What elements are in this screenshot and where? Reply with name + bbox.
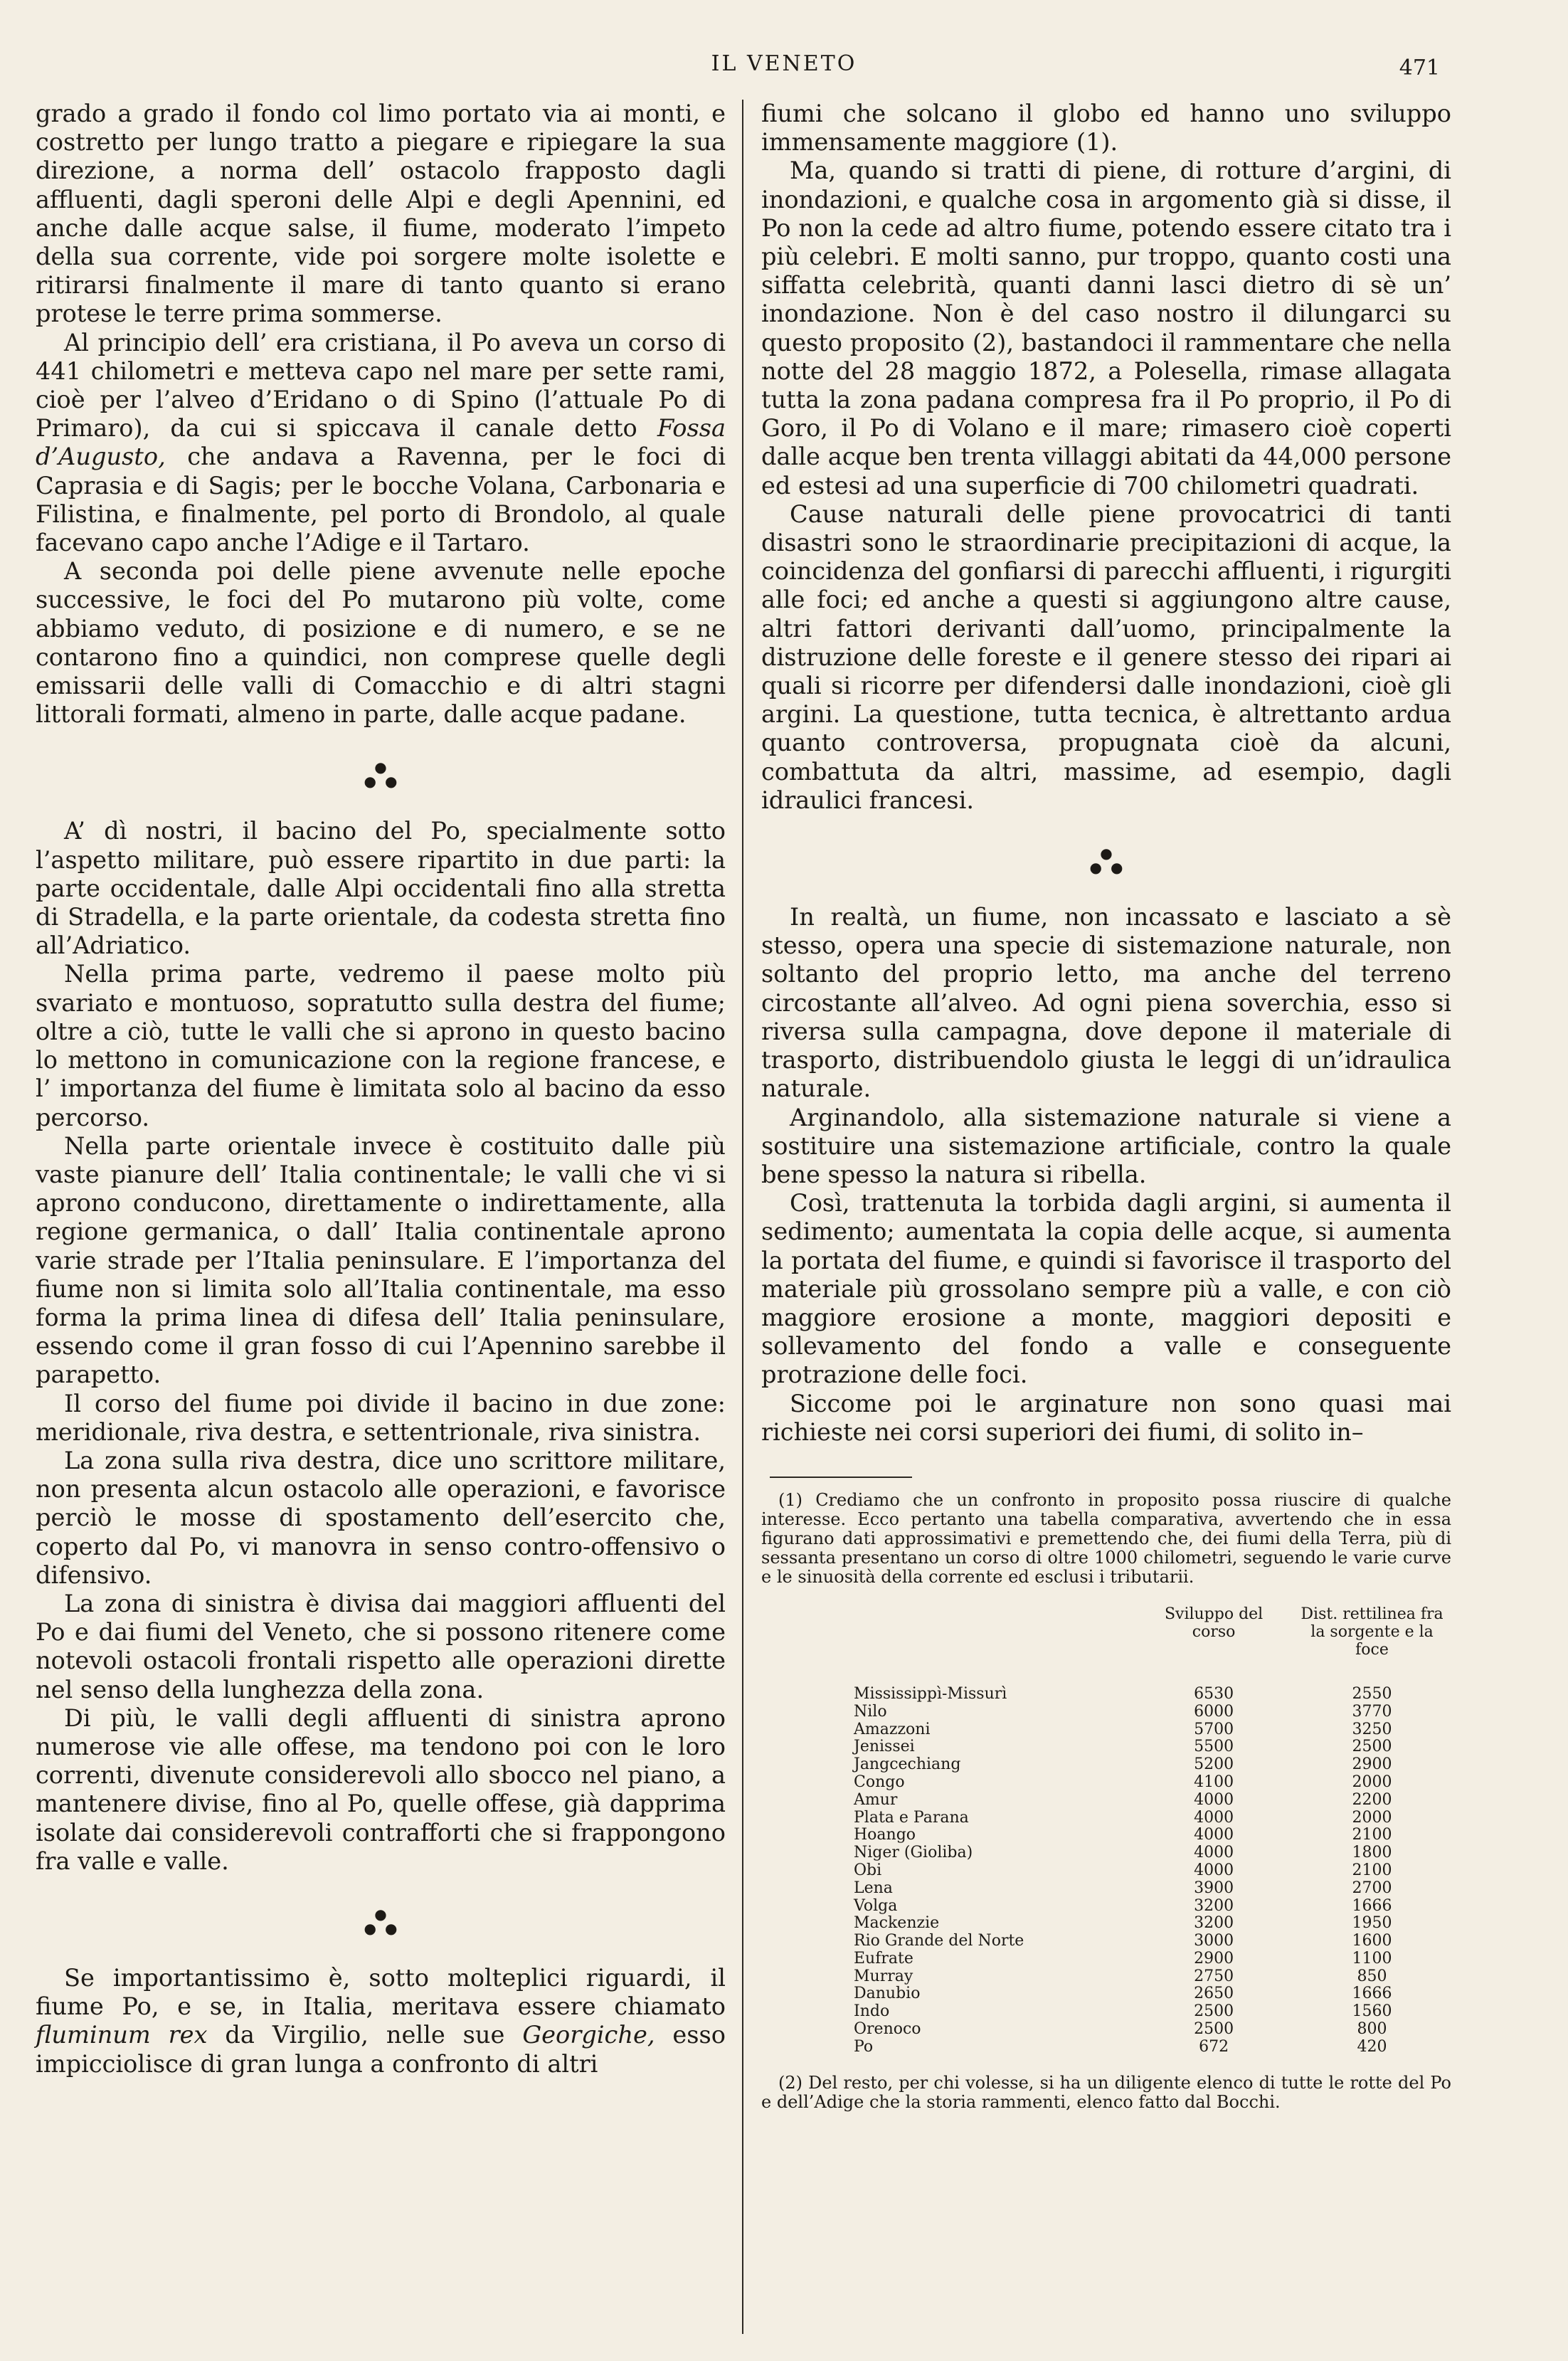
paragraph: Siccome poi le arginature non sono quasi mai richieste nei corsi superiori dei fiumi, di solito in– — [761, 1389, 1451, 1446]
table-row — [761, 1774, 1444, 1792]
river-length: 3200 — [1194, 1896, 1234, 1915]
paragraph: Nella prima parte, vedremo il paese molto più svariato e montuoso, sopratutto sulla destra del fiume; oltre a ciò, tutte le valli che si aprono in questo bacino lo mettono in comunicazione con la regione francese, e l’ importanza del fiume è limitata solo al bacino da esso percorso. — [36, 960, 726, 1131]
river-name: Volga — [854, 1896, 898, 1915]
paragraph: Ma, quando si tratti di piene, di rotture d’argini, di inondazioni, e qualche cosa in argomento già si disse, il Po non la cede ad altro fiume, potendo essere citato tra i più celebri. E molti sanno, pur troppo, quanto costi una siffatta celebrità, quanti danni lasci dietro di sè un’ inondazione. Non è del caso nostro il dilungarci su questo proposito (2), bastandoci il rammentare che nella notte del 28 maggio 1872, a Polesella, rimase allagata tutta la zona padana compresa fra il Po proprio, il Po di Goro, il Po di Volano e il mare; rimasero cioè coperti dalle acque ben trenta villaggi abitati da 44,000 persone ed estesi ad una superficie di 700 chilometri quadrati. — [761, 157, 1451, 500]
paragraph: Così, trattenuta la torbida dagli argini, si aumenta il sedimento; aumentata la copia delle acque, si aumenta la portata del fiume, e quindi si favorisce il trasporto del materiale più grossolano sempre più a valle, e con ciò maggiore erosione a monte, maggiori depositi e sollevamento del fondo a valle e conseguente protrazione delle foci. — [761, 1189, 1451, 1389]
paragraph: Cause naturali delle piene provocatrici di tanti disastri sono le straordinarie precipitazioni di acque, la coincidenza del gonfiarsi di parecchi affluenti, i rigurgiti alle foci; ed anche a questi si aggiungono altre cause, altri fattori derivanti dall’uomo, principalmente la distruzione delle foreste e il genere stesso dei ripari ai quali si ricorre per difendersi dalle inondazioni, cioè gli argini. La questione, tutta tecnica, è altrettanto ardua quanto controversa, propugnata cioè da alcuni, combattuta da altri, massime, ad esempio, dagli idraulici francesi. — [761, 500, 1451, 814]
footnote-rule — [770, 1477, 912, 1478]
paragraph: La zona sulla riva destra, dice uno scrittore militare, non presenta alcun ostacolo alle operazioni, e favorisce perciò le mosse di spostamento dell’esercito che, coperto dal Po, vi manovra in senso contro-offensivo o difensivo. — [36, 1446, 726, 1589]
river-distance: 1600 — [1352, 1932, 1392, 1950]
table-row — [761, 1950, 1444, 1968]
river-distance: 800 — [1357, 2020, 1387, 2039]
river-length: 6530 — [1194, 1684, 1234, 1703]
river-length: 5200 — [1194, 1755, 1234, 1774]
table-row — [761, 1827, 1444, 1844]
table-row — [761, 1933, 1444, 1950]
river-name: Congo — [854, 1773, 905, 1791]
paragraph: grado a grado il fondo col limo portato via ai monti, e costretto per lungo tratto a piegare e ripiegare la sua direzione, a norma dell’ ostacolo frapposto dagli affluenti, dagli speroni delle Alpi e degli Apennini, ed anche dalle acque salse, il fiume, moderato l’impeto della sua corrente, vide poi sorgere molte isolette e ritirarsi finalmente il mare di tanto quanto si erano protese le terre prima sommerse. — [36, 100, 726, 328]
table-row — [761, 1985, 1444, 2003]
paragraph: A seconda poi delle piene avvenute nelle epoche successive, le foci del Po mutarono più volte, come abbiamo veduto, di posizione e di numero, e se ne contarono fino a quindici, non comprese quelle degli emissarii delle valli di Comacchio e di altri stagni littorali formati, almeno in parte, dalle acque padane. — [36, 557, 726, 729]
river-distance: 1560 — [1352, 2002, 1392, 2021]
column-divider — [742, 100, 743, 2334]
river-distance: 2900 — [1352, 1755, 1392, 1774]
river-name: Hoango — [854, 1826, 916, 1844]
river-name: Orenoco — [854, 2020, 921, 2039]
table-row — [761, 1915, 1444, 1933]
rivers-table — [761, 1605, 1444, 2056]
river-name: Mackenzie — [854, 1914, 940, 1933]
paragraph: A’ dì nostri, il bacino del Po, specialmente sotto l’aspetto militare, può essere ripartito in due parti: la parte occidentale, dalle Alpi occidentali fino alla stretta di Stradella, e la parte orientale, da codesta stretta fino all’Adriatico. — [36, 817, 726, 960]
paragraph: Se importantissimo è, sotto molteplici riguardi, il fiume Po, e se, in Italia, meritava essere chiamato fluminum rex da Virgilio, nelle sue Georgiche, esso impicciolisce di gran lunga a confronto di altri — [36, 1963, 726, 2078]
river-name: Jenissei — [854, 1738, 915, 1756]
river-length: 5700 — [1194, 1720, 1234, 1738]
river-length: 6000 — [1194, 1702, 1234, 1721]
river-length: 5500 — [1194, 1738, 1234, 1756]
river-name: Obi — [854, 1861, 882, 1879]
river-length: 4100 — [1194, 1773, 1234, 1791]
paragraph: Nella parte orientale invece è costituito dalle più vaste pianure dell’ Italia continentale; le valli che vi si aprono conducono, direttamente o indirettamente, alla regione germanica, o dall’ Italia continentale aprono varie strade per l’Italia peninsulare. E l’importanza del fiume non si limita solo all’Italia continentale, ma esso forma la prima linea di difesa dell’ Italia peninsulare, essendo come il gran fosso di cui l’Apennino sarebbe il parapetto. — [36, 1131, 726, 1389]
river-name: Amur — [854, 1790, 898, 1809]
river-name: Murray — [854, 1967, 913, 1985]
table-row — [761, 1844, 1444, 1862]
river-distance: 1666 — [1352, 1985, 1392, 2003]
river-distance: 2700 — [1352, 1879, 1392, 1897]
river-name: Amazzoni — [854, 1720, 931, 1738]
river-distance: 1800 — [1352, 1844, 1392, 1862]
section-asterism: ● ●● — [364, 759, 406, 791]
table-row — [761, 1880, 1444, 1898]
river-name: Mississippì-Missurì — [854, 1684, 1007, 1703]
river-length: 672 — [1199, 2037, 1229, 2056]
table-row — [761, 1686, 1444, 1704]
table-row — [761, 1738, 1444, 1756]
river-length: 2650 — [1194, 1985, 1234, 2003]
river-distance: 2550 — [1352, 1684, 1392, 1703]
right-column — [761, 100, 1451, 2112]
river-distance: 2500 — [1352, 1738, 1392, 1756]
river-distance: 850 — [1357, 1967, 1387, 1985]
river-distance: 420 — [1357, 2037, 1387, 2056]
table-row — [761, 2021, 1444, 2039]
table-row — [761, 2039, 1444, 2056]
river-distance: 2100 — [1352, 1861, 1392, 1879]
river-name: Indo — [854, 2002, 890, 2021]
river-distance: 2000 — [1352, 1773, 1392, 1791]
river-length: 3900 — [1194, 1879, 1234, 1897]
paragraph: Arginandolo, alla sistemazione naturale si viene a sostituire una sistemazione artificiale, contro la quale bene spesso la natura si ribella. — [761, 1103, 1451, 1188]
river-length: 2500 — [1194, 2002, 1234, 2021]
section-asterism: ● ●● — [1089, 845, 1132, 877]
river-distance: 1666 — [1352, 1896, 1392, 1915]
paragraph: La zona di sinistra è divisa dai maggiori affluenti del Po e dai fiumi del Veneto, che si possono ritenere come notevoli ostacoli frontali rispetto alle operazioni dirette nel senso della lunghezza della zona. — [36, 1589, 726, 1704]
running-title: IL VENETO — [711, 51, 857, 76]
footnote-1: (1) Crediamo che un confronto in proposito possa riuscire di qualche interesse. Ecco pertanto una tabella comparativa, avvertendo che in essa figurano dati approssimativi e premettendo che, dei fiumi della Terra, più di sessanta presentano un corso di oltre 1000 chilometri, seguendo le varie curve e le sinuosità della corrente ed esclusi i tributarii. — [761, 1489, 1451, 1587]
river-length: 2900 — [1194, 1949, 1234, 1967]
river-distance: 1100 — [1352, 1949, 1392, 1967]
paragraph: Di più, le valli degli affluenti di sinistra aprono numerose vie alle offese, ma tendono poi con le loro correnti, divenute considerevoli allo sbocco nel piano, a mantenere divise, fino al Po, quelle offese, già dapprima isolate dai considerevoli contrafforti che si frappongono fra valle e valle. — [36, 1704, 726, 1875]
river-length: 2750 — [1194, 1967, 1234, 1985]
river-distance: 2100 — [1352, 1826, 1392, 1844]
river-length: 4000 — [1194, 1808, 1234, 1827]
river-length: 3000 — [1194, 1932, 1234, 1950]
page-number: 471 — [1399, 56, 1440, 80]
table-row — [761, 1898, 1444, 1916]
table-row — [761, 2003, 1444, 2021]
table-row — [761, 1721, 1444, 1739]
running-header — [0, 51, 1568, 94]
river-name: Po — [854, 2037, 874, 2056]
river-length: 4000 — [1194, 1826, 1234, 1844]
table-row — [761, 1862, 1444, 1880]
river-length: 4000 — [1194, 1790, 1234, 1809]
river-name: Plata e Parana — [854, 1808, 969, 1827]
paragraph: In realtà, un fiume, non incassato e lasciato a sè stesso, opera una specie di sistemazione naturale, non soltanto del proprio letto, ma anche del terreno circostante all’alveo. Ad ogni piena soverchia, esso si riversa sulla campagna, dove depone il materiale di trasporto, distribuendolo giusta le leggi di un’idraulica naturale. — [761, 903, 1451, 1103]
paragraph: Il corso del fiume poi divide il bacino in due zone: meridionale, riva destra, e settentrionale, riva sinistra. — [36, 1389, 726, 1446]
river-distance: 2200 — [1352, 1790, 1392, 1809]
table-row — [761, 1968, 1444, 1986]
river-name: Lena — [854, 1879, 893, 1897]
footnote-2: (2) Del resto, per chi volesse, si ha un diligente elenco di tutte le rotte del Po e dell’Adige che la storia rammenti, elenco fatto dal Bocchi. — [761, 2072, 1451, 2112]
table-row — [761, 1704, 1444, 1721]
river-name: Rio Grande del Norte — [854, 1932, 1024, 1950]
left-column — [36, 100, 726, 2079]
river-name: Danubio — [854, 1985, 921, 2003]
river-distance: 2000 — [1352, 1808, 1392, 1827]
river-length: 4000 — [1194, 1861, 1234, 1879]
paragraph: fiumi che solcano il globo ed hanno uno sviluppo immensamente maggiore (1). — [761, 100, 1451, 157]
river-name: Jangcechiang — [854, 1755, 961, 1774]
table-row — [761, 1810, 1444, 1827]
river-name: Nilo — [854, 1702, 887, 1721]
column-header-distance: Dist. rettilinea fra la sorgente e la foce — [1301, 1605, 1443, 1659]
river-distance: 1950 — [1352, 1914, 1392, 1933]
river-name: Niger (Gioliba) — [854, 1844, 973, 1862]
river-name: Eufrate — [854, 1949, 913, 1967]
river-length: 2500 — [1194, 2020, 1234, 2039]
river-distance: 3250 — [1352, 1720, 1392, 1738]
column-header-length: Sviluppo del corso — [1164, 1605, 1264, 1641]
paragraph: Al principio dell’ era cristiana, il Po aveva un corso di 441 chilometri e metteva capo nel mare per sette rami, cioè per l’alveo d’Eridano o di Spino (l’attuale Po di Primaro), da cui si spiccava il canale detto Fossa d’Augusto, che andava a Ravenna, per le foci di Caprasia e di Sagis; per le bocche Volana, Carbonaria e Filistina, e finalmente, pel porto di Brondolo, al quale facevano capo anche l’Adige e il Tartaro. — [36, 328, 726, 557]
table-row — [761, 1792, 1444, 1810]
table-row — [761, 1756, 1444, 1774]
river-length: 4000 — [1194, 1844, 1234, 1862]
river-length: 3200 — [1194, 1914, 1234, 1933]
river-distance: 3770 — [1352, 1702, 1392, 1721]
section-asterism: ● ●● — [364, 1905, 406, 1937]
